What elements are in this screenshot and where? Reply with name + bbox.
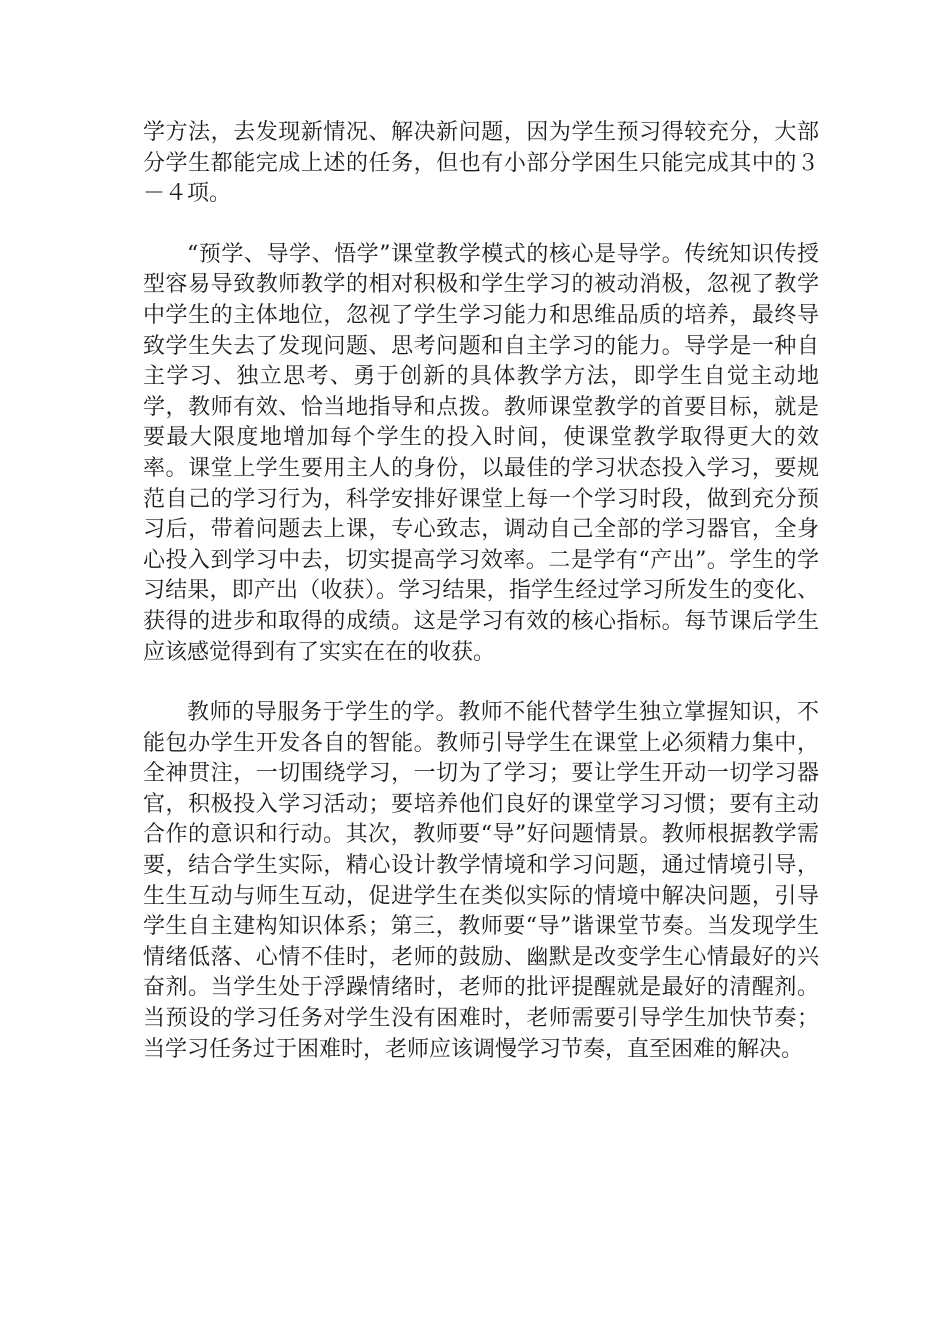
- body-text: [143, 118, 819, 1065]
- paragraph-2: “预学、导学、悟学”课堂教学模式的核心是导学。传统知识传授型容易导致教师教学的相对积极和学生学习的被动消极，忽视了教学中学生的主体地位，忽视了学生学习能力和思维品质的培养，最终导致学生失去了发现问题、思考问题和自主学习的能力。导学是一种自主学习、独立思考、勇于创新的具体教学方法，即学生自觉主动地学，教师有效、恰当地指导和点拨。教师课堂教学的首要目标，就是要最大限度地增加每个学生的投入时间，使课堂教学取得更大的效率。课堂上学生要用主人的身份，以最佳的学习状态投入学习，要规范自己的学习行为，科学安排好课堂上每一个学习时段，做到充分预习后，带着问题去上课，专心致志，调动自己全部的学习器官，全身心投入到学习中去，切实提高学习效率。二是学有“产出”。学生的学习结果，即产出（收获）。学习结果，指学生经过学习所发生的变化、获得的进步和取得的成绩。这是学习有效的核心指标。每节课后学生应该感觉得到有了实实在在的收获。: [143, 241, 819, 665]
- paragraph-1: 学方法，去发现新情况、解决新问题，因为学生预习得较充分，大部分学生都能完成上述的任务，但也有小部分学困生只能完成其中的３－４项。: [143, 120, 819, 207]
- paragraph-3: 教师的导服务于学生的学。教师不能代替学生独立掌握知识，不能包办学生开发各自的智能。教师引导学生在课堂上必须精力集中，全神贯注，一切围绕学习，一切为了学习；要让学生开动一切学习器官，积极投入学习活动；要培养他们良好的课堂学习习惯；要有主动合作的意识和行动。其次，教师要“导”好问题情景。教师根据教学需要，结合学生实际，精心设计教学情境和学习问题，通过情境引导，生生互动与师生互动，促进学生在类似实际的情境中解决问题，引导学生自主建构知识体系；第三，教师要“导”谐课堂节奏。当发现学生情绪低落、心情不佳时，老师的鼓励、幽默是改变学生心情最好的兴奋剂。当学生处于浮躁情绪时，老师的批评提醒就是最好的清醒剂。当预设的学习任务对学生没有困难时，老师需要引导学生加快节奏；当学习任务过于困难时，老师应该调慢学习节奏，直至困难的解决。: [143, 700, 819, 1062]
